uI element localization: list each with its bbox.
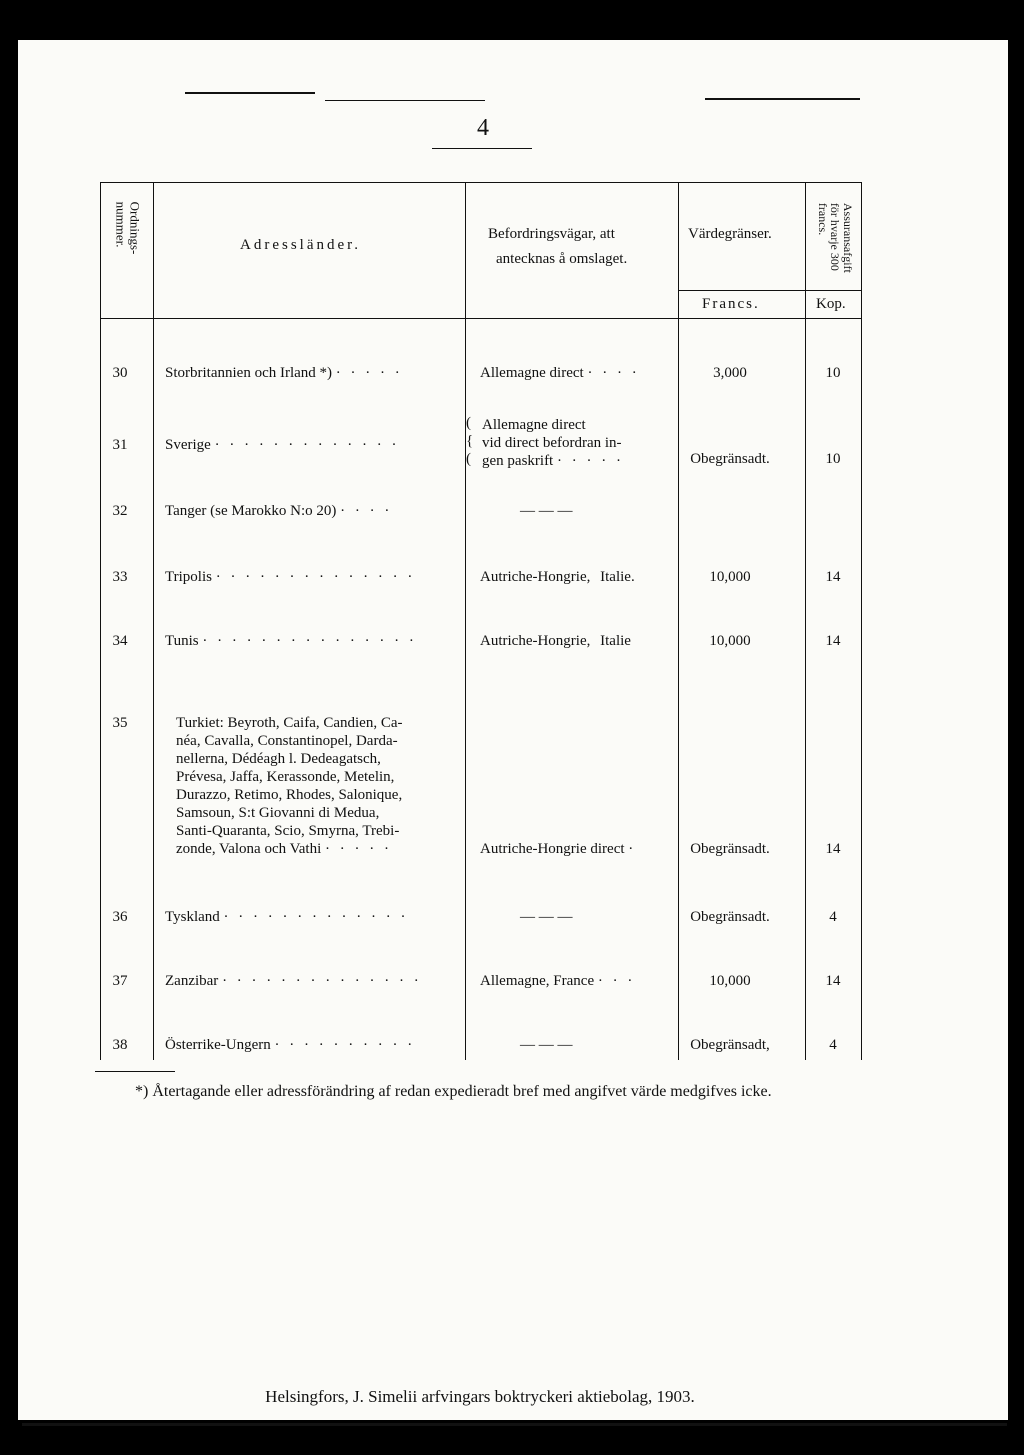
- row-37-number: 37: [112, 973, 128, 989]
- row-37-route: [480, 972, 635, 990]
- row-34-route: Autriche-Hongrie, Italie: [480, 633, 631, 649]
- row-30-fee: 10: [825, 365, 841, 381]
- footnote-rule: [95, 1071, 175, 1072]
- page-number: 4: [477, 115, 489, 141]
- row-30-country-name: Storbritannien och Irland *): [165, 365, 333, 381]
- table-right-border: [861, 182, 862, 1060]
- row-32-country-name: Tanger (se Marokko N:o 20): [165, 503, 337, 519]
- bottom-rule: [22, 1423, 1007, 1426]
- header-befordring-line2: antecknas å omslaget.: [496, 251, 628, 267]
- column-divider-2: [465, 182, 466, 1060]
- row-35-country-line4: Prévesa, Jaffa, Kerassonde, Metelin,: [176, 769, 395, 785]
- row-33-country: [165, 568, 415, 586]
- row-37-fee: 14: [825, 973, 841, 989]
- row-31-country-leader: · · · · · · · · · · · · ·: [214, 437, 400, 453]
- row-31-fee: 10: [825, 451, 841, 467]
- row-35-route: [480, 840, 636, 858]
- row-30-country: [165, 364, 403, 382]
- row-33-fee: 14: [825, 569, 841, 585]
- header-kop: Kop.: [816, 296, 846, 312]
- row-30-number: 30: [112, 365, 128, 381]
- row-37-route-text: Allemagne, France: [480, 973, 595, 989]
- row-30-value: 3,000: [713, 365, 747, 381]
- row-31-route-line2: vid direct befordran in-: [482, 435, 622, 451]
- top-rule-mid: [325, 100, 485, 101]
- row-35-fee: 14: [825, 841, 841, 857]
- row-37-value: 10,000: [709, 973, 751, 989]
- row-38-country-name: Österrike-Ungern: [165, 1037, 271, 1053]
- row-35-number: 35: [112, 715, 128, 731]
- row-31-route-line3-text: gen paskrift: [482, 453, 554, 469]
- row-36-country-leader: · · · · · · · · · · · · ·: [223, 909, 409, 925]
- row-34-fee: 14: [825, 633, 841, 649]
- row-35-route-text: Autriche-Hongrie direct: [480, 841, 625, 857]
- row-31-country-name: Sverige: [165, 437, 211, 453]
- row-38-country-leader: · · · · · · · · · ·: [274, 1037, 416, 1053]
- top-rule-right: [705, 98, 860, 100]
- row-31-route-brace: ( { (: [466, 415, 474, 467]
- row-34-country-leader: · · · · · · · · · · · · · · ·: [202, 633, 417, 649]
- row-36-route: — — —: [520, 909, 573, 925]
- row-35-country-line1: Turkiet: Beyroth, Caifa, Candien, Ca-: [176, 715, 403, 731]
- row-31-country: [165, 436, 400, 454]
- row-33-country-leader: · · · · · · · · · · · · · ·: [215, 569, 416, 585]
- row-31-route-line1: Allemagne direct: [482, 417, 586, 433]
- row-36-fee: 4: [829, 909, 837, 925]
- row-35-value: Obegränsadt.: [690, 841, 770, 857]
- row-38-route: — — —: [520, 1037, 573, 1053]
- row-36-value: Obegränsadt.: [690, 909, 770, 925]
- row-37-route-leader: · · ·: [597, 973, 636, 989]
- document-page: [18, 40, 1008, 1420]
- row-30-country-leader: · · · · ·: [335, 365, 403, 381]
- table-top-border: [100, 182, 862, 183]
- row-38-number: 38: [112, 1037, 128, 1053]
- row-38-country: [165, 1036, 415, 1054]
- header-adresslander: Adressländer.: [240, 237, 362, 253]
- row-35-country-line8-text: zonde, Valona och Vathi: [176, 841, 322, 857]
- row-35-country-line5: Durazzo, Retimo, Rhodes, Salonique,: [176, 787, 403, 803]
- printer-imprint: Helsingfors, J. Simelii arfvingars boktryckeri aktiebolag, 1903.: [265, 1387, 695, 1406]
- header-assurans: Assuransafgift för hvarje 300 francs.: [815, 202, 855, 273]
- row-35-route-leader: ·: [628, 841, 637, 857]
- header-befordring-line1: Befordringsvägar, att: [488, 226, 615, 242]
- row-37-country-leader: · · · · · · · · · · · · · ·: [222, 973, 422, 989]
- row-31-route-line3: [482, 452, 624, 470]
- row-38-fee: 4: [829, 1037, 837, 1053]
- column-divider-1: [153, 182, 154, 1060]
- row-31-number: 31: [112, 437, 128, 453]
- row-33-value: 10,000: [709, 569, 751, 585]
- row-37-country: [165, 972, 422, 990]
- row-33-number: 33: [112, 569, 128, 585]
- row-36-number: 36: [112, 909, 128, 925]
- table-left-border: [100, 182, 101, 1060]
- row-35-country-leader: · · · · ·: [325, 841, 392, 857]
- page-number-rule: [432, 148, 532, 149]
- row-35-country-line8: [176, 840, 392, 858]
- column-divider-4: [805, 182, 806, 1060]
- row-34-country: [165, 632, 417, 650]
- header-bottom-border: [100, 318, 862, 319]
- row-38-value: Obegränsadt,: [690, 1037, 770, 1053]
- row-31-value: Obegränsadt.: [690, 451, 770, 467]
- row-34-value: 10,000: [709, 633, 751, 649]
- row-32-country-leader: · · · ·: [340, 503, 393, 519]
- header-francs: Francs.: [702, 296, 760, 312]
- row-36-country: [165, 908, 408, 926]
- row-30-route: [480, 364, 640, 382]
- row-33-country-name: Tripolis: [165, 569, 212, 585]
- row-31-route-leader: · · · · ·: [556, 453, 624, 469]
- row-30-route-leader: · · · ·: [587, 365, 640, 381]
- row-32-country: [165, 502, 392, 520]
- row-30-route-text: Allemagne direct: [480, 365, 584, 381]
- row-35-country-line6: Samsoun, S:t Giovanni di Medua,: [176, 805, 380, 821]
- footnote: *) Återtagande eller adressförändring af redan expedieradt bref med angifvet värde medgifves icke.: [135, 1083, 772, 1100]
- row-35-country-line7: Santi-Quaranta, Scio, Smyrna, Trebi-: [176, 823, 400, 839]
- row-35-country-line2: néa, Cavalla, Constantinopel, Darda-: [176, 733, 398, 749]
- units-divider: [678, 290, 862, 291]
- row-32-route: — — —: [520, 503, 573, 519]
- row-35-country-line3: nellerna, Dédéagh l. Dedeagatsch,: [176, 751, 381, 767]
- row-32-number: 32: [112, 503, 128, 519]
- top-rule-left: [185, 92, 315, 94]
- column-divider-3: [678, 182, 679, 1060]
- header-ordning: Ordnings- nummer.: [114, 201, 143, 255]
- row-36-country-name: Tyskland: [165, 909, 220, 925]
- row-37-country-name: Zanzibar: [165, 973, 219, 989]
- row-33-route: Autriche-Hongrie, Italie.: [480, 569, 635, 585]
- header-vardegranser: Värdegränser.: [688, 226, 772, 242]
- row-34-number: 34: [112, 633, 128, 649]
- row-34-country-name: Tunis: [165, 633, 199, 649]
